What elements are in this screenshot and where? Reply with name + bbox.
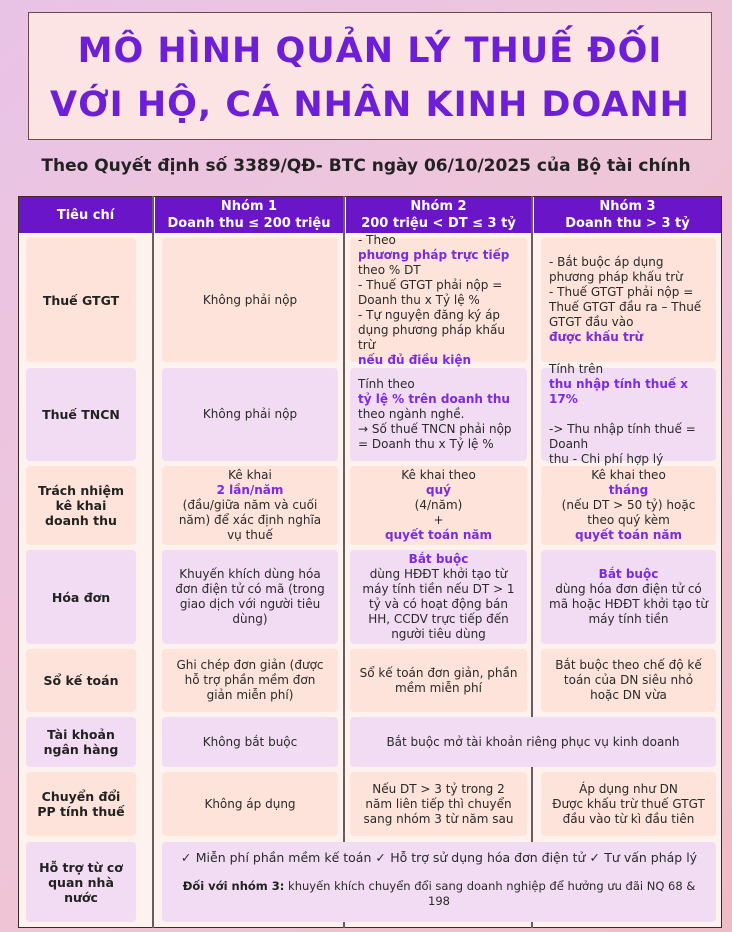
title-line-2: VỚI HỘ, CÁ NHÂN KINH DOANH [50, 85, 690, 125]
cell-text: Ghi chép đơn giản (được hỗ trợ phần mềm đơn giản miễn phí) [176, 658, 324, 702]
cell-text: Kê khai [228, 468, 272, 482]
column-divider [343, 196, 345, 928]
group-3-cell [541, 238, 716, 362]
cell-text: -> Thu nhập tính thuế = Doanh thu - Chi phí hợp lý [549, 422, 696, 466]
group-1-cell [162, 550, 338, 644]
support-list [170, 850, 708, 865]
cell-text: dùng HĐĐT khởi tạo từ máy tính tiền nếu DT > 1 tỷ và có hoạt động bán HH, CCDV trực tiếp đến người tiêu dùng [362, 567, 515, 641]
highlight-text: tháng [608, 483, 649, 497]
support-item: Hỗ trợ sử dụng hóa đơn điện tử [390, 850, 586, 865]
group-2-3-cell [350, 717, 716, 767]
group-1-cell [162, 717, 338, 767]
header-label: Nhóm 2 [410, 199, 467, 214]
criteria-cell [26, 717, 136, 767]
highlight-text: quyết toán năm [575, 528, 682, 542]
support-cell [162, 842, 716, 922]
cell-text: Áp dụng như DN Được khấu trừ thuế GTGT đầu vào từ kì đầu tiên [552, 781, 705, 826]
header-label: Tiêu chí [56, 207, 115, 223]
support-item: Tư vấn pháp lý [604, 850, 698, 865]
header-sublabel: Doanh thu ≤ 200 triệu [167, 216, 331, 231]
cell-text: theo % DT - Thuế GTGT phải nộp = Doanh thu x Tỷ lệ % - Tự nguyện đăng ký áp dụng phương pháp khấu trừ [358, 262, 505, 352]
criteria-label: Tài khoản ngân hàng [43, 727, 119, 757]
group-1-cell [162, 368, 338, 461]
criteria-label: Hóa đơn [51, 589, 111, 605]
group-2-cell [350, 368, 527, 461]
header-group-3 [534, 197, 721, 233]
check-icon: ✓ [375, 850, 391, 865]
group-3-cell [541, 550, 716, 644]
criteria-label: Hỗ trợ từ cơ quan nhà nước [39, 859, 123, 905]
note-text: khuyến khích chuyển đổi sang doanh nghiệp để hưởng ưu đãi NQ 68 & 198 [284, 879, 696, 908]
highlight-text: phương pháp trực tiếp [358, 247, 510, 262]
highlight-text: nếu đủ điều kiện [358, 352, 472, 367]
title-box [28, 12, 712, 140]
criteria-cell [26, 466, 136, 545]
criteria-cell [26, 772, 136, 836]
cell-text: Không phải nộp [202, 292, 298, 307]
subtitle: Theo Quyết định số 3389/QĐ- BTC ngày 06/10/2025 của Bộ tài chính [41, 156, 691, 176]
criteria-cell [26, 649, 136, 712]
cell-text: Tính trên [549, 362, 604, 376]
column-divider [531, 196, 533, 928]
cell-text: (nếu DT > 50 tỷ) hoặc theo quý kèm [561, 498, 696, 527]
group-3-cell [541, 466, 716, 545]
cell-text: Kê khai theo [591, 468, 666, 482]
header-sublabel: Doanh thu > 3 tỷ [565, 216, 690, 231]
header-group-1 [155, 197, 343, 233]
highlight-text: Bắt buộc [408, 552, 469, 566]
cell-text: Nếu DT > 3 tỷ trong 2 năm liên tiếp thì chuyển sang nhóm 3 từ năm sau [363, 781, 514, 826]
header-group-2 [346, 197, 531, 233]
cell-text: theo ngành nghề. → Số thuế TNCN phải nộp = Doanh thu x Tỷ lệ % [358, 407, 512, 451]
title-line-1: MÔ HÌNH QUẢN LÝ THUẾ ĐỐI [77, 31, 663, 71]
cell-text: - Theo [358, 232, 396, 247]
cell-text: Bắt buộc mở tài khoản riêng phục vụ kinh doanh [386, 734, 680, 749]
cell-text: Không bắt buộc [202, 734, 298, 749]
group-3-cell [541, 772, 716, 836]
criteria-cell [26, 550, 136, 644]
note-label: Đối với nhóm 3: [182, 879, 285, 893]
criteria-label: Chuyển đổi PP tính thuế [37, 789, 125, 819]
cell-text: Không phải nộp [202, 407, 298, 421]
criteria-label: Thuế GTGT [42, 292, 120, 308]
criteria-cell [26, 842, 136, 922]
check-icon: ✓ [589, 850, 605, 865]
cell-text: Khuyến khích dùng hóa đơn điện tử có mã (trong giao dịch với người tiêu dùng) [175, 567, 325, 626]
cell-text: Bắt buộc theo chế độ kế toán của DN siêu nhỏ hoặc DN vừa [555, 658, 702, 702]
group-1-cell [162, 772, 338, 836]
criteria-cell [26, 238, 136, 362]
cell-text: (đầu/giữa năm và cuối năm) để xác định nghĩa vụ thuế [178, 498, 322, 542]
highlight-text: tỷ lệ % trên doanh thu [358, 392, 510, 406]
cell-text: (4/năm) + [414, 498, 463, 527]
group-2-cell [350, 649, 527, 712]
group-3-cell [541, 362, 716, 466]
highlight-text: được khấu trừ [549, 330, 644, 344]
criteria-label: Thuế TNCN [42, 407, 120, 422]
group-2-cell [350, 550, 527, 644]
support-item: Miễn phí phần mềm kế toán [195, 850, 372, 865]
cell-text: Sổ kế toán đơn giản, phần mềm miễn phí [359, 665, 518, 695]
cell-text: Tính theo [358, 377, 415, 391]
criteria-label: Trách nhiệm kê khai doanh thu [38, 483, 124, 528]
group-2-cell [350, 466, 527, 545]
group-3-cell [541, 649, 716, 712]
group-1-cell [162, 649, 338, 712]
header-sublabel: 200 triệu < DT ≤ 3 tỷ [361, 216, 516, 231]
cell-text: dùng hóa đơn điện tử có mã hoặc HĐĐT khởi tạo từ máy tính tiền [549, 582, 708, 626]
header-label: Nhóm 3 [599, 199, 656, 214]
criteria-cell [26, 368, 136, 461]
highlight-text: quyết toán năm [385, 528, 492, 542]
highlight-text: 2 lần/năm [216, 483, 284, 497]
group-1-cell [162, 466, 338, 545]
highlight-text: quý [426, 483, 451, 497]
criteria-label: Sổ kế toán [43, 673, 119, 688]
highlight-text: Bắt buộc [598, 567, 659, 581]
group-3-note [170, 879, 708, 909]
group-2-cell [350, 772, 527, 836]
header-criteria [19, 197, 152, 233]
group-1-cell [162, 238, 338, 362]
highlight-text: thu nhập tính thuế x 17% [549, 377, 688, 406]
group-2-cell [350, 232, 527, 367]
header-label: Nhóm 1 [220, 199, 278, 214]
check-icon: ✓ [180, 850, 196, 865]
cell-text: Kê khai theo [401, 468, 476, 482]
cell-text: Không áp dụng [204, 796, 296, 811]
cell-text: - Bắt buộc áp dụng phương pháp khấu trừ - Thuế GTGT phải nộp = Thuế GTGT đầu ra – Thuế GTGT đầu vào [549, 255, 702, 329]
column-divider [152, 196, 154, 928]
